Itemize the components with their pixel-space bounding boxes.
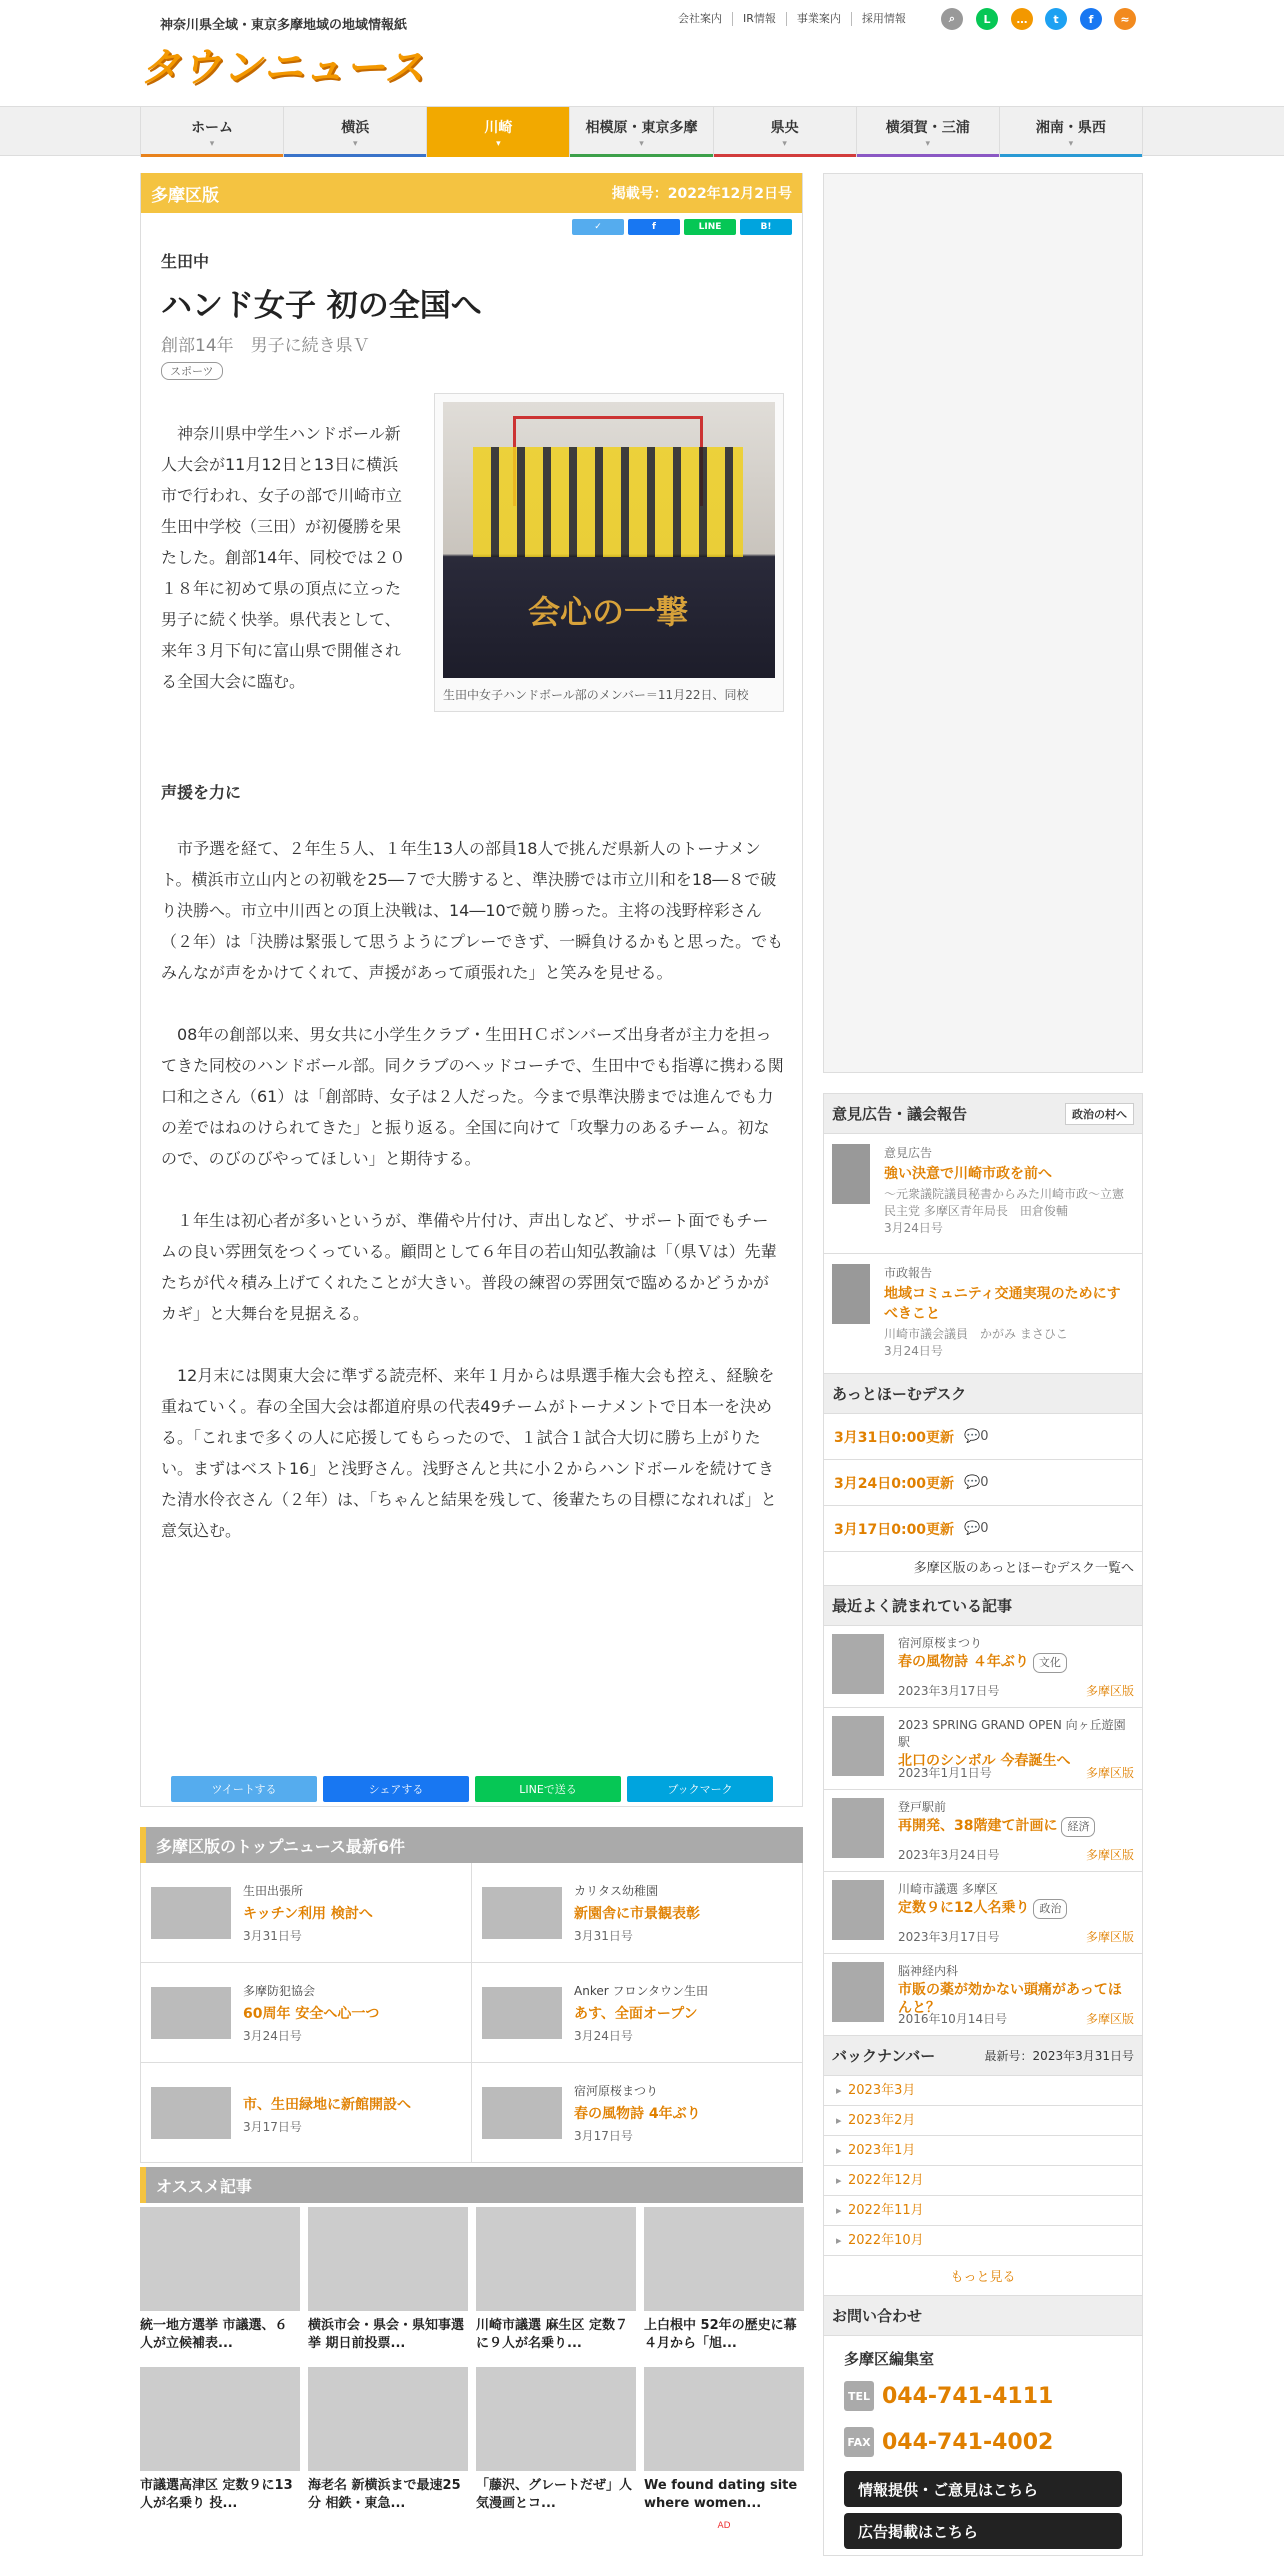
- ranking-item[interactable]: [824, 1872, 1142, 1954]
- nav-color-bar: [714, 154, 856, 157]
- opinion-date: 3月24日号: [884, 1344, 943, 1358]
- ranking-date: 2023年3月17日号: [898, 1684, 1000, 1698]
- opinion-header: 意見広告・議会報告 政治の村へ: [824, 1094, 1142, 1134]
- recommend-title[interactable]: 海老名 新横浜まで最速25分 相鉄・東急...: [308, 2478, 461, 2511]
- recommend-grid: [140, 2203, 803, 2535]
- politics-link[interactable]: 政治の村へ: [1065, 1103, 1134, 1125]
- office-name: 多摩区編集室: [844, 2350, 935, 2368]
- fax-row: FAX 044-741-4002: [824, 2419, 1142, 2465]
- desk-item[interactable]: [824, 1460, 1142, 1506]
- line-share-small[interactable]: LINE: [684, 219, 736, 235]
- desk-more-link[interactable]: 多摩区版のあっとほーむデスク一覧へ: [824, 1552, 1142, 1586]
- bookmark-button-small[interactable]: B!: [740, 219, 792, 235]
- news-category: カリタス幼稚園: [574, 1883, 659, 1898]
- news-date: 3月17日号: [243, 2120, 302, 2134]
- nav-item[interactable]: [283, 107, 426, 157]
- rss-icon[interactable]: ≈: [1114, 8, 1136, 30]
- top-news-item[interactable]: [472, 1863, 803, 1963]
- article-paragraph: 市予選を経て、２年生５人、１年生13人の部員18人で挑んだ県新人のトーナメント。横浜市立山内との初戦を25―７で大勝すると、準決勝では市立川和を18―８で破り決勝へ。市立中川西との頂上決戦は、14―10で競り勝った。主将の浅野梓彩さん（２年）は「決勝は緊張して思うようにプレーできず、一瞬負けるかもと思った。でもみんなが声をかけてくれて、声援があって頑張れた」と笑みを見せる。: [161, 839, 784, 982]
- opinion-desc: 〜元衆議院議員秘書からみた川崎市政〜立憲民主党 多摩区青年局長 田倉俊輔: [884, 1187, 1125, 1218]
- edition-name: 多摩区版: [151, 185, 219, 206]
- ranking-thumbnail: [832, 1798, 884, 1858]
- chevron-down-icon: ▾: [352, 138, 358, 149]
- desk-update: 3月24日0:00更新: [834, 1475, 955, 1492]
- share-bar-top: [141, 213, 802, 235]
- desk-header: あっとほーむデスク: [824, 1374, 1142, 1414]
- recommend-thumbnail: [644, 2207, 804, 2311]
- ranking-thumbnail: [832, 1880, 884, 1940]
- chevron-down-icon: ▾: [209, 138, 215, 149]
- ranking-date: 2023年3月17日号: [898, 1930, 1000, 1944]
- comment-count: 💬0: [964, 1521, 989, 1536]
- news-title[interactable]: 春の風物詩 4年ぶり: [574, 2105, 701, 2122]
- news-title[interactable]: 新園舎に市景観表彰: [574, 1905, 700, 1922]
- desk-update: 3月31日0:00更新: [834, 1429, 955, 1446]
- ranking-kicker: 登戸駅前: [898, 1800, 947, 1814]
- nav-color-bar: [570, 154, 712, 157]
- top-news-item[interactable]: [472, 2063, 803, 2163]
- chevron-down-icon: ▾: [496, 138, 501, 149]
- ranking-badge: 文化: [1033, 1653, 1067, 1673]
- opinion-kind: 意見広告: [884, 1146, 933, 1160]
- tweet-button-small[interactable]: ✓: [572, 219, 624, 235]
- nav-item[interactable]: [999, 107, 1143, 157]
- site-logo[interactable]: タウンニュース: [140, 45, 425, 91]
- top-link-company[interactable]: 会社案内: [668, 12, 733, 26]
- ranking-title[interactable]: 春の風物詩 ４年ぶり 文化: [898, 1653, 1134, 1673]
- recommend-item[interactable]: [308, 2367, 468, 2521]
- ranking-body: [898, 1880, 1134, 1945]
- news-category: 宿河原桜まつり: [574, 2083, 659, 2098]
- top-links: [668, 12, 916, 26]
- ranking-thumbnail: [832, 1634, 884, 1694]
- ranking-kicker: 川崎市議選 多摩区: [898, 1882, 998, 1896]
- ranking-date: 2023年1月1日号: [898, 1766, 992, 1780]
- article-subtitle: 創部14年 男子に続き県Ｖ: [161, 336, 370, 356]
- nav-label: 川崎: [484, 119, 513, 136]
- news-date: 3月17日号: [574, 2128, 633, 2143]
- fax-icon: FAX: [844, 2427, 874, 2457]
- nav-label: 横浜: [341, 119, 370, 136]
- opinion-title[interactable]: 地域コミュニティ交通実現のためにすべきこと: [884, 1286, 1121, 1322]
- recommend-title[interactable]: 川崎市議選 麻生区 定数７に９人が名乗り...: [476, 2318, 629, 2351]
- top-news-item[interactable]: [141, 2063, 472, 2163]
- chevron-down-icon: ▾: [925, 138, 931, 149]
- team-photo-image: [443, 402, 775, 678]
- ranking-edition: 多摩区版: [1085, 2012, 1134, 2026]
- ranking-kicker: 脳神経内科: [898, 1964, 959, 1978]
- photo-banner: 会心の一撃: [527, 593, 688, 631]
- comment-count: 💬0: [964, 1429, 989, 1444]
- top-link-business[interactable]: 事業案内: [787, 12, 852, 26]
- top-news-grid: [140, 1863, 803, 2163]
- news-thumbnail: [482, 1987, 562, 2039]
- article-lead: 神奈川県中学生ハンドボール新人大会が11月12日と13日に横浜市で行われ、女子の部で川崎市立生田中学校（三田）が初優勝を果たした。創部14年、同校では２０１８年に初めて県の頂点に立った男子に続く快挙。県代表として、来年３月下旬に富山県で開催される全国大会に臨む。: [161, 424, 406, 691]
- news-category: 生田出張所: [243, 1883, 304, 1898]
- nav-label: 相模原・東京多摩: [585, 119, 698, 136]
- backnumber-header: バックナンバー 最新号：2023年3月31日号: [824, 2036, 1142, 2076]
- news-title[interactable]: 60周年 安全へ心一つ: [243, 2005, 380, 2022]
- ranking-thumbnail: [832, 1716, 884, 1776]
- tweet-button[interactable]: ツイートする: [171, 1776, 317, 1802]
- line-share-button[interactable]: LINEで送る: [475, 1776, 621, 1802]
- backnumber-item[interactable]: ▸ 2022年10月: [824, 2226, 1142, 2256]
- ranking-title[interactable]: 再開発、38階建て計画に 経済: [898, 1817, 1134, 1837]
- recommend-thumbnail: [140, 2207, 300, 2311]
- backnumber-item[interactable]: ▸ 2023年2月: [824, 2106, 1142, 2136]
- recommend-title[interactable]: We found dating site where women...: [644, 2478, 798, 2511]
- news-thumbnail: [151, 1987, 231, 2039]
- search-icon[interactable]: ⌕: [941, 8, 963, 30]
- facebook-share-button[interactable]: シェアする: [323, 1776, 469, 1802]
- ranking-body: [898, 1798, 1134, 1863]
- backnumber-item[interactable]: ▸ 2022年12月: [824, 2166, 1142, 2196]
- ranking-title[interactable]: 北口のシンボル 今春誕生へ: [898, 1753, 1071, 1769]
- ranking-edition: 多摩区版: [1085, 1930, 1134, 1944]
- news-date: 3月24日号: [574, 2028, 633, 2043]
- news-thumbnail: [151, 1887, 231, 1939]
- edition-header: [141, 173, 802, 213]
- news-title[interactable]: あす、全面オープン: [574, 2005, 698, 2022]
- nav-color-bar: [857, 154, 999, 157]
- bookmark-button[interactable]: ブックマーク: [627, 1776, 773, 1802]
- news-thumbnail: [482, 1887, 562, 1939]
- opinion-photo: [832, 1264, 870, 1324]
- opinion-item[interactable]: [824, 1254, 1142, 1374]
- sidebar-ad[interactable]: [823, 173, 1143, 1073]
- nav-item[interactable]: [569, 107, 712, 157]
- recommend-title[interactable]: 統一地方選挙 市議選、６人が立候補表...: [140, 2318, 288, 2351]
- ranking-badge: 経済: [1061, 1817, 1095, 1837]
- photo-caption: 生田中女子ハンドボール部のメンバー＝11月22日、同校: [443, 688, 749, 702]
- ranking-item[interactable]: [824, 1708, 1142, 1790]
- desk-item[interactable]: [824, 1506, 1142, 1552]
- news-category: 多摩防犯協会: [243, 1983, 316, 1998]
- ranking-header: 最近よく読まれている記事: [824, 1586, 1142, 1626]
- nav-label: 湘南・県西: [1035, 119, 1106, 136]
- top-news-item[interactable]: [141, 1863, 472, 1963]
- top-link-ir[interactable]: IR情報: [733, 12, 787, 26]
- ad-inquiry-button[interactable]: 広告掲載はこちら: [844, 2513, 1122, 2549]
- nav-color-bar: [141, 154, 283, 157]
- news-date: 3月24日号: [243, 2028, 302, 2043]
- ranking-kicker: 宿河原桜まつり: [898, 1636, 983, 1650]
- recommend-thumbnail: [308, 2207, 468, 2311]
- recommend-thumbnail: [644, 2367, 804, 2471]
- news-title[interactable]: 市、生田緑地に新館開設へ: [243, 2097, 411, 2113]
- issue-date: 掲載号：2022年12月2日号: [611, 186, 792, 202]
- article-title: ハンド女子 初の全国へ: [161, 288, 482, 324]
- nav-label: ホーム: [191, 119, 234, 136]
- chevron-down-icon: ▾: [782, 138, 787, 149]
- nav-item[interactable]: [856, 107, 999, 157]
- opinion-item[interactable]: [824, 1134, 1142, 1254]
- ranking-date: 2023年3月24日号: [898, 1848, 1000, 1862]
- article-kicker: 生田中: [161, 252, 210, 271]
- top-link-recruit[interactable]: 採用情報: [861, 12, 906, 25]
- desk-item[interactable]: [824, 1414, 1142, 1460]
- backnumber-more[interactable]: もっと見る: [824, 2256, 1142, 2296]
- twitter-icon[interactable]: t: [1045, 8, 1067, 30]
- ranking-body: [898, 1962, 1134, 2027]
- nav-item[interactable]: [426, 107, 569, 157]
- share-bar-bottom: [171, 1776, 773, 1802]
- nav-color-bar: [427, 154, 569, 157]
- ranking-item[interactable]: [824, 1790, 1142, 1872]
- ranking-body: [898, 1634, 1134, 1699]
- recommend-thumbnail: [140, 2367, 300, 2471]
- article-paragraph: 12月末には関東大会に準ずる読売杯、来年１月からは県選手権大会も控え、経験を重ねていく。春の全国大会は都道府県の代表49チームがトーナメントで日本一を決める。「これまで多くの人に応援してもらったので、１試合１試合大切に勝ち上がりたい。まずはベスト16」と浅野さん。浅野さんと共に小２からハンドボールを続けてきた清水伶衣さん（２年）は、「ちゃんと結果を残して、後輩たちの目標になれれば」と意気込む。: [161, 1366, 777, 1540]
- article-paragraph: １年生は初心者が多いというが、準備や片付け、声出しなど、サポート面でもチームの良い雰囲気をつくっている。顧問として６年目の若山知弘教諭は「（県Ｖは）先輩たちが代々積み上げてくれたことが大きい。普段の練習の雰囲気で臨めるかどうかがカギ」と大舞台を見据える。: [161, 1211, 777, 1323]
- recommend-title[interactable]: 市議選高津区 定数９に13人が名乗り 投...: [140, 2478, 293, 2511]
- main-column: [140, 173, 803, 2535]
- nav-label: 県央: [770, 119, 799, 136]
- article-photo[interactable]: [434, 393, 784, 712]
- ranking-item[interactable]: [824, 1954, 1142, 2036]
- chevron-down-icon: ▾: [639, 138, 644, 149]
- ranking-body: [898, 1716, 1134, 1781]
- line-icon[interactable]: L: [976, 8, 998, 30]
- recommend-item[interactable]: [308, 2207, 468, 2361]
- nav-label: 横須賀・三浦: [885, 119, 970, 136]
- news-category: Anker フロンタウン生田: [574, 1983, 708, 1998]
- news-title[interactable]: キッチン利用 検討へ: [243, 1905, 373, 1922]
- top-news-item[interactable]: [141, 1963, 472, 2063]
- recommend-title[interactable]: 横浜市会・県会・県知事選挙 期日前投票...: [308, 2318, 465, 2351]
- recommend-title[interactable]: 「藤沢、グレートだぜ」人気漫画とコ...: [476, 2478, 633, 2511]
- recommend-header: オススメ記事: [140, 2167, 803, 2203]
- tel-icon: TEL: [844, 2381, 874, 2411]
- top-news-item[interactable]: [472, 1963, 803, 2063]
- chat-icon[interactable]: …: [1011, 8, 1033, 30]
- ranking-edition: 多摩区版: [1085, 1684, 1134, 1698]
- backnumber-item[interactable]: ▸ 2022年11月: [824, 2196, 1142, 2226]
- recommend-item[interactable]: [140, 2207, 300, 2361]
- comment-count: 💬0: [964, 1475, 989, 1490]
- nav-color-bar: [1000, 154, 1142, 157]
- article-paragraph: 08年の創部以来、男女共に小学生クラブ・生田ＨＣボンバーズ出身者が主力を担ってきた同校のハンドボール部。同クラブのヘッドコーチで、生田中でも指導に携わる関口和之さん（61）は「創部時、女子は２人だった。今まで県準決勝までは進んでも力の差ではねのけられてきた」と振り返る。全国に向けて「攻撃力のあるチーム。初なので、のびのびやってほしい」と期待する。: [161, 1025, 784, 1168]
- recommend-title[interactable]: 上白根中 52年の歴史に幕 ４月から「旭...: [644, 2318, 797, 2351]
- section-heading: 声援を力に: [161, 783, 242, 802]
- ranking-kicker: 2023 SPRING GRAND OPEN 向ヶ丘遊園駅: [898, 1718, 1126, 1749]
- opinion-kind: 市政報告: [884, 1266, 933, 1280]
- recommend-item[interactable]: [476, 2367, 636, 2521]
- ranking-edition: 多摩区版: [1085, 1766, 1134, 1780]
- site-tagline: 神奈川県全域・東京多摩地域の地域情報紙: [160, 18, 408, 33]
- recommend-thumbnail: [308, 2367, 468, 2471]
- backnumber-item[interactable]: ▸ 2023年3月: [824, 2076, 1142, 2106]
- nav-item[interactable]: [140, 107, 283, 157]
- ad-label: AD: [717, 2521, 731, 2531]
- opinion-desc: 川崎市議会議員 かがみ まさひこ: [884, 1327, 1068, 1341]
- facebook-icon[interactable]: f: [1080, 8, 1102, 30]
- ranking-date: 2016年10月14日号: [898, 2012, 1008, 2026]
- ranking-badge: 政治: [1033, 1899, 1067, 1919]
- ranking-title[interactable]: 定数９に12人名乗り 政治: [898, 1899, 1134, 1919]
- news-date: 3月31日号: [243, 1928, 302, 1943]
- article-body: [161, 833, 784, 1577]
- sidebar: [823, 173, 1143, 2556]
- desk-update: 3月17日0:00更新: [834, 1521, 955, 1538]
- news-thumbnail: [151, 2087, 231, 2139]
- recommend-thumbnail: [476, 2367, 636, 2471]
- nav-item[interactable]: [713, 107, 856, 157]
- recommend-item[interactable]: [644, 2207, 804, 2361]
- opinion-title[interactable]: 強い決意で川崎市政を前へ: [884, 1166, 1052, 1182]
- ranking-edition: 多摩区版: [1085, 1848, 1134, 1862]
- recommend-item[interactable]: [644, 2367, 804, 2521]
- main-nav: [0, 106, 1284, 156]
- info-submit-button[interactable]: 情報提供・ご意見はこちら: [844, 2471, 1122, 2507]
- backnumber-item[interactable]: ▸ 2023年1月: [824, 2136, 1142, 2166]
- recommend-thumbnail: [476, 2207, 636, 2311]
- chevron-down-icon: ▾: [1068, 138, 1074, 149]
- nav-color-bar: [284, 154, 426, 157]
- news-thumbnail: [482, 2087, 562, 2139]
- ranking-title[interactable]: 市販の薬が効かない頭痛があってほんと？: [898, 1982, 1122, 2016]
- ranking-item[interactable]: [824, 1626, 1142, 1708]
- site-header: [0, 0, 1284, 106]
- ranking-thumbnail: [832, 1962, 884, 2022]
- tel-row: TEL 044-741-4111: [824, 2373, 1142, 2419]
- opinion-date: 3月24日号: [884, 1221, 943, 1235]
- news-date: 3月31日号: [574, 1928, 633, 1943]
- recommend-item[interactable]: [476, 2207, 636, 2361]
- contact-header: お問い合わせ: [824, 2296, 1142, 2336]
- recommend-item[interactable]: [140, 2367, 300, 2521]
- opinion-photo: [832, 1144, 870, 1204]
- category-tag[interactable]: スポーツ: [161, 362, 223, 380]
- facebook-share-small[interactable]: f: [628, 219, 680, 235]
- top-news-header: 多摩区版のトップニュース最新6件: [140, 1827, 803, 1863]
